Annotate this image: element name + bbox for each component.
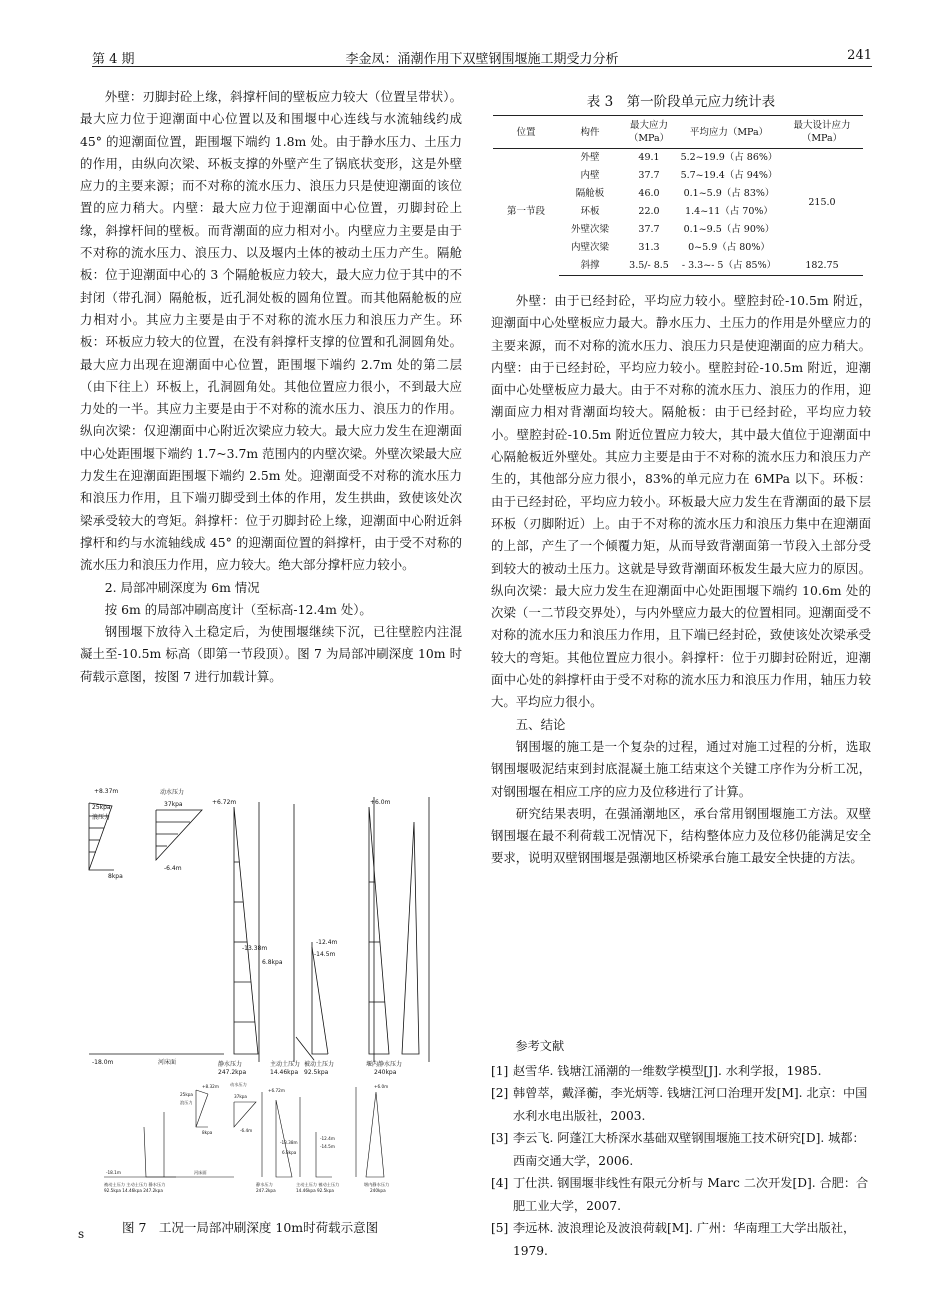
table-cell: 31.3 [638,242,660,253]
reference-item: [2] 韩曾萃，戴泽蘅，李光炳等. 钱塘江河口治理开发[M]. 北京：中国水利水电出版社，2003. [491,1086,868,1123]
fig-label: +6.0m [370,799,391,806]
fig-label: 14.46kpa [270,1069,299,1076]
fig-label: 堰内静水压力 [366,1061,403,1068]
table-cell: 0~5.9（占 80%） [688,242,770,253]
running-title: 李金凤：涌潮作用下双壁钢围堰施工期受力分析 [345,52,619,67]
body-paragraph: 钢围堰下放待入土稳定后，为使围堰继续下沉，已往壁腔内注混凝土至-10.5m 标高（即第一节段顶）。图 7 为局部冲刷深度 10m 时荷载示意图，按图 7 进行加载计算。 [80,624,462,684]
fig-label: 动水压力 [230,1082,247,1087]
fig-label: +6.72m [212,799,237,806]
page-number: 241 [847,48,872,63]
fig-label: 37kpa [164,801,183,808]
reference-item: [4] 丁仕洪. 钢围堰非线性有限元分析与 Marc 二次开发[D]. 合肥：合肥工业大学，2007. [491,1176,869,1213]
body-paragraph: 研究结果表明，在强涌潮地区，承台常用钢围堰施工方法。双壁钢围堰在最不利荷载工况情况下，结构整体应力及位移仍能满足安全要求，说明双壁钢围堰是强潮地区桥梁承台施工最安全快捷的方法。 [491,805,871,866]
table-header: 构件 [559,116,621,149]
fig-label: 6.8kpa [262,959,283,966]
design-stress-cell: 215.0 [808,197,836,208]
table-cell: 37.7 [638,224,660,235]
reference-item: [3] 李云飞. 阿蓬江大桥深水基础双壁钢围堰施工技术研究[D]. 城都：西南交通大学，2006. [491,1131,865,1168]
fig-label: 37kpa [234,1094,247,1099]
table-cell: 22.0 [638,206,660,217]
table-cell: - 3.3~- 5（占 85%） [677,257,781,276]
fig-label: -18.1m [106,1170,121,1175]
fig-label: 堰内静水压力 [364,1182,390,1187]
table-header: 位置 [493,116,559,149]
fig-label: +8.37m [94,788,119,795]
fig-label: -12.4m [316,939,338,946]
fig-label: -14.5m [320,1144,335,1149]
fig-label: -12.4m [320,1136,335,1141]
table-cell: 内壁 [580,170,600,181]
fig-label: 河床面 [194,1170,207,1175]
references [491,1035,871,1262]
fig-label: +6.0m [374,1084,389,1089]
table-header: 平均应力（MPa） [677,116,781,149]
fig-label: 6.8kpa [282,1150,297,1155]
table-cell: 0.1~9.5（占 90%） [683,224,775,235]
fig-label: 静水压力 [218,1061,243,1068]
design-stress-cell: 182.75 [781,257,863,276]
figure-7-load-diagram [84,782,469,1214]
stress-table [493,115,863,276]
fig-label: 247.2kpa [218,1069,247,1076]
page-mark: s [78,1227,85,1241]
fig-label: 主动土压力 [270,1061,301,1068]
fig-label: -14.5m [314,951,336,958]
running-header [92,46,872,67]
fig-label: +6.72m [268,1088,285,1093]
upper-diagram [89,797,429,1062]
body-paragraph: 按 6m 的局部冲刷高度计（至标高-12.4m 处）。 [104,601,372,617]
body-paragraph: 钢围堰的施工是一个复杂的过程，通过对施工过程的分析，选取钢围堰吸泥结束到封底混凝土施工结束这个关键工序作为分析工况，对钢围堰在相应工序的应力及位移进行了计算。 [491,738,871,799]
table-cell: 斜撑 [559,257,621,276]
right-column [491,290,871,870]
table-cell: 5.7~19.4（占 94%） [680,170,778,181]
fig-label: 被动土压力 [304,1061,335,1068]
fig-label: -6.4m [164,865,182,872]
table-cell: 环板 [580,206,600,217]
table-header: 最大设计应力（MPa） [781,116,863,149]
fig-label: 247.2kpa [256,1188,276,1193]
fig-label: 动水压力 [160,789,185,796]
fig-label: 92.5kpa [304,1069,329,1076]
reference-item: [1] 赵雪华. 钱塘江涌潮的一维数学模型[J]. 水利学报，1985. [491,1063,822,1078]
fig-label: 主动土压力 被动土压力 [296,1182,340,1187]
fig-label: 14.46kpa 92.5kpa [296,1188,334,1193]
table-title: 表 3 第一阶段单元应力统计表 [586,94,776,110]
issue-number: 第 4 期 [92,52,135,67]
group-cell: 第一节段 [506,206,545,218]
table-cell: 隔舱板 [575,188,605,199]
section-heading: 2. 局部冲刷深度为 6m 情况 [104,579,260,595]
fig-label: +8.32m [202,1084,219,1089]
fig-label: 被动土压力 主动土压力 静水压力 [104,1182,166,1187]
fig-label: 浪压力 [180,1100,193,1105]
reference-item: [5] 李远林. 波浪理论及波浪荷载[M]. 广州：华南理工大学出版社，1979. [491,1221,856,1258]
table-cell: 37.7 [638,170,660,181]
figure-caption: 图 7 工况一局部冲刷深度 10m时荷载示意图 [122,1220,379,1235]
fig-label: 河床面 [158,1059,177,1066]
body-paragraph: 外壁：刃脚封砼上缘，斜撑杆间的壁板应力较大（位置呈带状）。最大应力位于迎潮面中心位置以及和围堰中心连线与水流轴线约成 45° 的迎潮面位置，距围堰下端约 1.8m 处。由于静水压力、土压力的作用，由纵向次梁、环板支撑的外壁产生了锅底状变形，这是外壁应力的主要来源；而不对称的流水压力、浪压力只是使迎潮面的该位置的应力稍大。内壁：最大应力位于迎潮面中心位置，刃脚封砼上缘，斜撑杆间的壁板。而背潮面的应力相对小。内壁应力主要是由于不对称的流水压力、浪压力、以及堰内土体的被动土压力产生。隔舱板：位于迎潮面中心的 3 个隔舱板应力较大，最大应力位于其中的不封闭（带孔洞）隔舱板，近孔洞处板的圆角位置。而其他隔舱板的应力相对小。其应力主要是由于不对称的流水压力和浪压力产生。环板：环板应力较大的位置，在没有斜撑杆支撑的位置和孔洞圆角处。最大应力出现在迎潮面中心位置，距围堰下端约 2.7m 处的第二层（由下往上）环板上，孔洞圆角处。其他位置应力很小，不到最大应力处的一半。其应力主要是由于不对称的流水压力、浪压力的作用。纵向次梁：仅迎潮面中心附近次梁应力较大。最大应力发生在迎潮面中心处距围堰下端约 1.7~3.7m 范围内的内壁次梁。外壁次梁最大应力发生在迎潮面距围堰下端约 2.5m 处。迎潮面受不对称的流水压力和浪压力作用，且下端刃脚受到土体的作用，发生拱曲，致使该处次梁承受较大的弯矩。斜撑杆：位于刃脚封砼上缘，迎潮面中心附近斜撑杆和约与水流轴线成 45° 的迎潮面位置的斜撑杆，由于受不对称的流水压力和浪压力作用，应力较大。绝大部分撑杆应力较小。 [80,89,462,573]
fig-label: 25kpa [92,804,111,811]
table-cell: 外壁次梁 [570,224,609,235]
table-cell: 49.1 [638,152,660,163]
table-cell: 内壁次梁 [570,242,609,253]
table-cell: 3.5/- 8.5 [621,257,677,276]
fig-label: 静水压力 [256,1182,273,1187]
fig-label: 浪压力 [92,814,111,821]
table-cell: 5.2~19.9（占 86%） [680,152,778,163]
references-title: 参考文献 [515,1039,565,1053]
table-cell: 46.0 [638,188,660,199]
fig-label: 240kpa [374,1069,397,1076]
table-cell: 外壁 [580,152,600,163]
fig-label: 8kpa [108,873,123,880]
table-row [493,149,863,168]
body-paragraph: 外壁：由于已经封砼，平均应力较小。壁腔封砼-10.5m 附近，迎潮面中心处壁板应力最大。静水压力、土压力的作用是外壁应力的主要来源，而不对称的流水压力、浪压力只是使迎潮面的应力稍大。内壁：由于已经封砼，平均应力较小。壁腔封砼-10.5m 附近，迎潮面中心处壁板应力最大。由于不对称的流水压力、浪压力的作用，迎潮面应力相对背潮面均较大。隔舱板：由于已经封砼，平均应力较小。壁腔封砼-10.5m 附近位置应力较大，其中最大值位于迎潮面中心隔舱板近外壁处。其应力主要是由于不对称的流水压力和浪压力产生的，其他部分应力很小，83%的单元应力在 6MPa 以下。环板：由于已经封砼，平均应力较小。环板最大应力发生在背潮面的最下层环板（刃脚附近）上。由于不对称的流水压力和浪压力集中在迎潮面的上部，产生了一个倾覆力矩，从而导致背潮面第一节段入土部分受到较大的被动土压力。这就是导致背潮面环板发生最大应力的原因。纵向次梁：最大应力发生在迎潮面中心处距围堰下端约 10.6m 处的次梁（一二节段交界处），与内外壁应力最大的位置相同。迎潮面受不对称的流水压力和浪压力作用，且下端已经封砼，致使该处次梁承受较大的弯矩。其他位置应力很小。斜撑杆：位于刃脚封砼附近，迎潮面中心处的斜撑杆由于受不对称的流水压力和浪压力作用，轴压力较大。平均应力很小。 [491,293,871,710]
table-cell: 1.4~11（占 70%） [685,206,773,217]
fig-label: -13.38m [242,945,268,952]
fig-label: 25kpa [180,1092,193,1097]
table-cell: 0.1~5.9（占 83%） [683,188,775,199]
left-column [80,86,462,688]
fig-label: 240kpa [370,1188,386,1193]
table-header: 最大应力（MPa） [621,116,677,149]
fig-label: 8kpa [202,1130,213,1135]
fig-label: -6.4m [240,1128,253,1133]
section-heading: 五、结论 [515,716,566,732]
fig-label: -13.38m [280,1140,298,1145]
fig-label: -18.0m [92,1059,114,1066]
fig-label: 92.5kpa 14.46kpa 247.2kpa [104,1188,163,1193]
